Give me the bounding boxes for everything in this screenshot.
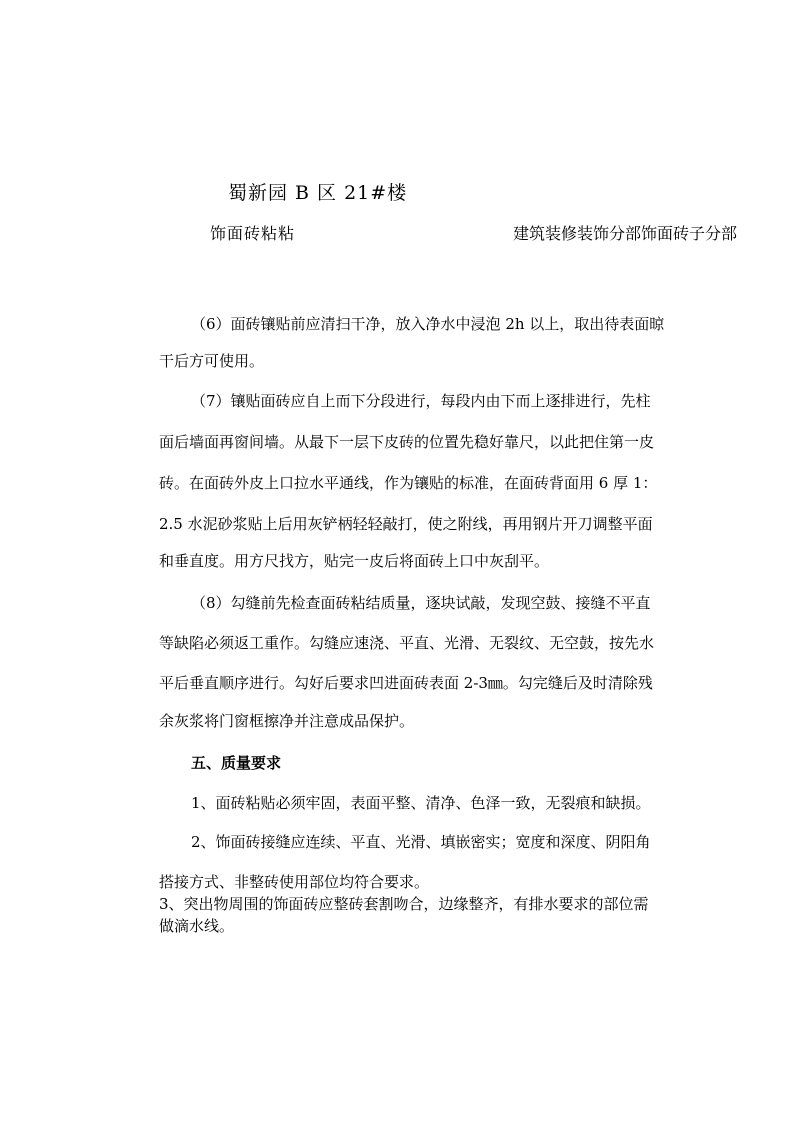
body-line: 干后方可使用。 [159,352,265,370]
body-line: 做滴水线。 [159,917,235,935]
body-line: 1、面砖粘贴必须牢固，表面平整、清净、色泽一致，无裂痕和缺损。 [191,794,651,812]
item-name: 饰面砖粘粘 [210,224,296,243]
body-line: 余灰浆将门窗框擦净并注意成品保护。 [159,712,415,730]
body-line: 2、饰面砖接缝应连续、平直、光滑、填嵌密实；宽度和深度、阴阳角 [191,833,651,851]
body-line: 2.5 水泥砂浆贴上后用灰铲柄轻轻敲打，使之附线，再用钢片开刀调整平面 [159,515,653,533]
division-name: 建筑装修装饰分部饰面砖子分部 [513,224,738,243]
body-line: （8）勾缝前先检查面砖粘结质量，逐块试敲，发现空鼓、接缝不平直 [191,594,651,612]
body-line: （6）面砖镶贴前应清扫干净，放入净水中浸泡 2h 以上，取出待表面晾 [191,315,665,333]
body-line: 砖。在面砖外皮上口拉水平通线，作为镶贴的标准，在面砖背面用 6 厚 1： [159,474,658,492]
section-heading: 五、质量要求 [191,754,282,772]
body-line: 等缺陷必须返工重作。勾缝应速浇、平直、光滑、无裂纹、无空鼓，按先水 [159,634,655,652]
body-line: 3、突出物周围的饰面砖应整砖套割吻合，边缘整齐，有排水要求的部位需 [159,895,649,913]
body-line: 面后墙面再窗间墙。从最下一层下皮砖的位置先稳好靠尺，以此把住第一皮 [159,433,655,451]
document-title: 蜀新园 B 区 21#楼 [228,182,408,204]
body-line: （7）镶贴面砖应自上而下分段进行，每段内由下而上逐排进行，先柱 [191,392,651,410]
body-line: 和垂直度。用方尺找方，贴完一皮后将面砖上口中灰刮平。 [159,552,550,570]
body-line: 搭接方式、非整砖使用部位均符合要求。 [159,873,430,891]
body-line: 平后垂直顺序进行。勾好后要求凹进面砖表面 2-3㎜。勾完缝后及时清除残 [159,674,653,692]
